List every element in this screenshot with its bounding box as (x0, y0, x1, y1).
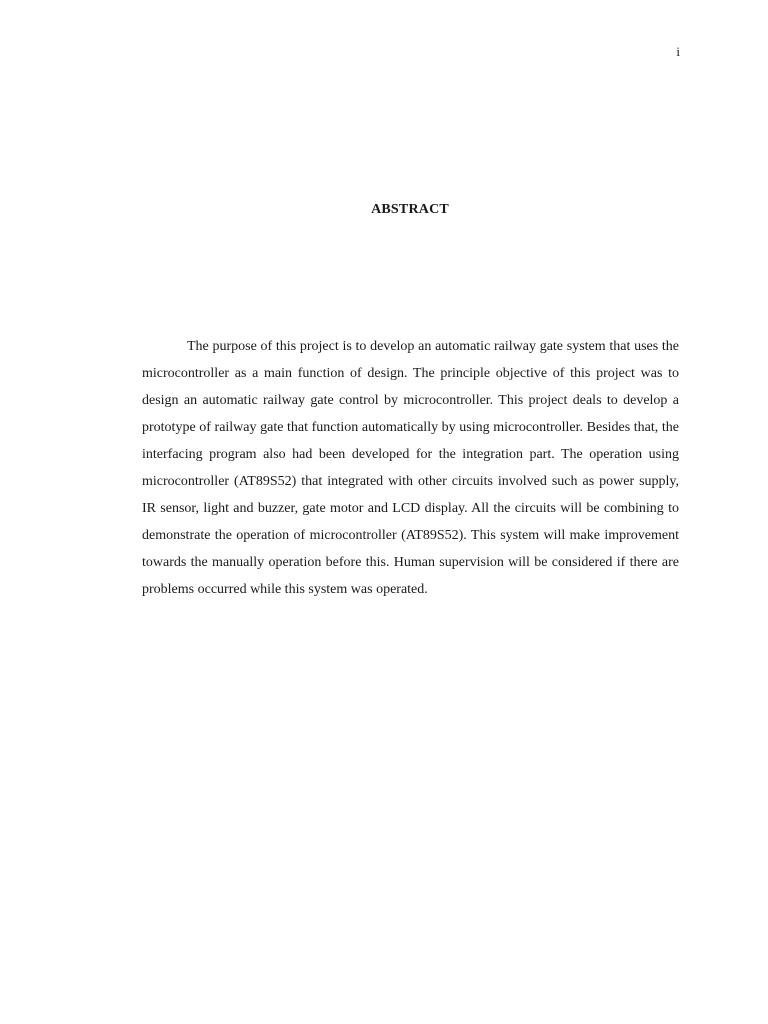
page-number: i (676, 44, 680, 59)
abstract-paragraph: The purpose of this project is to develop an automatic railway gate system that uses the microcontroller as a main function of design. The principle objective of this project was to design an automatic railway gate control by microcontroller. This project deals to develop a prototype of railway gate that function automatically by using microcontroller. Besides that, the interfacing program also had been developed for the integration part. The operation using microcontroller (AT89S52) that integrated with other circuits involved such as power supply, IR sensor, light and buzzer, gate motor and LCD display. All the circuits will be combining to demonstrate the operation of microcontroller (AT89S52). This system will make improvement towards the manually operation before this. Human supervision will be considered if there are problems occurred while this system was operated. (142, 339, 679, 597)
abstract-heading: ABSTRACT (371, 202, 449, 217)
